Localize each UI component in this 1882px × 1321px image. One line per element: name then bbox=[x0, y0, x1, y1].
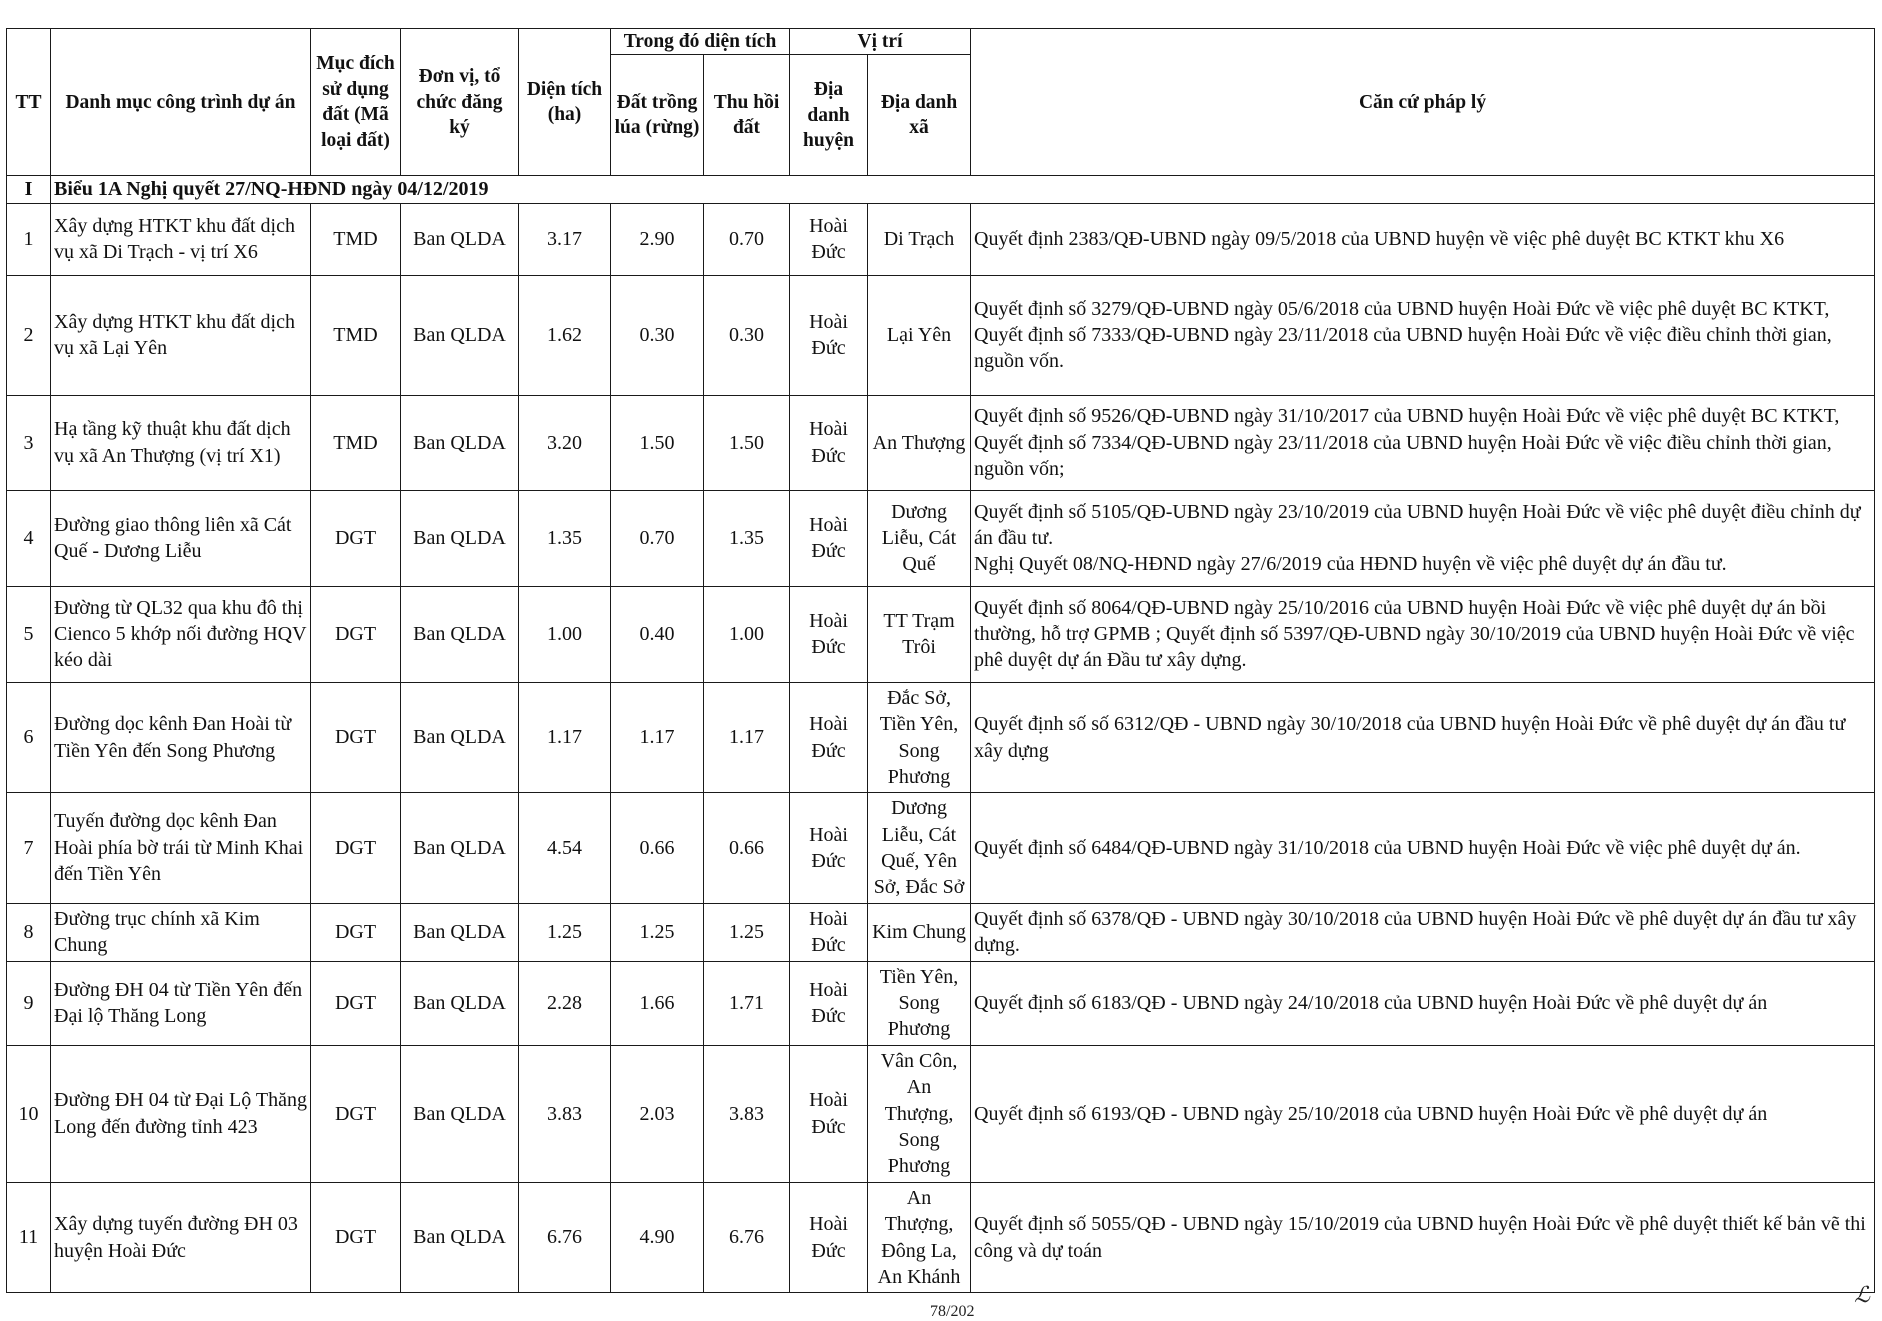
recovered-land-area: 1.50 bbox=[704, 395, 790, 490]
section-row bbox=[7, 176, 1875, 203]
area-ha: 1.25 bbox=[519, 903, 611, 961]
district-name: Hoài Đức bbox=[790, 1045, 868, 1182]
project-name: Đường ĐH 04 từ Tiền Yên đến Đại lộ Thăng Long bbox=[51, 961, 311, 1045]
table-row bbox=[7, 1182, 1875, 1293]
table-row bbox=[7, 586, 1875, 682]
header-purpose: Mục đích sử dụng đất (Mã loại đất) bbox=[311, 29, 401, 176]
area-ha: 6.76 bbox=[519, 1182, 611, 1293]
land-use-code: DGT bbox=[311, 903, 401, 961]
legal-basis: Quyết định số 5105/QĐ-UBND ngày 23/10/2019 của UBND huyện Hoài Đức về việc phê duyệt điều chỉnh dự án đầu tư. Nghị Quyết 08/NQ-HĐND ngày 27/6/2019 của HĐND huyện về việc phê duyệt dự án đầu tư. bbox=[971, 490, 1875, 586]
project-name: Đường trục chính xã Kim Chung bbox=[51, 903, 311, 961]
row-number: 7 bbox=[7, 793, 51, 904]
row-number: 8 bbox=[7, 903, 51, 961]
legal-basis: Quyết định số số 6312/QĐ - UBND ngày 30/10/2018 của UBND huyện Hoài Đức về phê duyệt dự án đầu tư xây dựng bbox=[971, 682, 1875, 793]
district-name: Hoài Đức bbox=[790, 903, 868, 961]
registering-unit: Ban QLDA bbox=[401, 395, 519, 490]
area-ha: 1.62 bbox=[519, 275, 611, 395]
recovered-land-area: 0.30 bbox=[704, 275, 790, 395]
registering-unit: Ban QLDA bbox=[401, 1045, 519, 1182]
table-row bbox=[7, 203, 1875, 275]
area-ha: 3.83 bbox=[519, 1045, 611, 1182]
registering-unit: Ban QLDA bbox=[401, 203, 519, 275]
registering-unit: Ban QLDA bbox=[401, 793, 519, 904]
commune-name: Vân Côn, An Thượng, Song Phương bbox=[868, 1045, 971, 1182]
section-number: I bbox=[7, 176, 51, 203]
district-name: Hoài Đức bbox=[790, 395, 868, 490]
land-use-code: DGT bbox=[311, 793, 401, 904]
section-title: Biểu 1A Nghị quyết 27/NQ-HĐND ngày 04/12/2019 bbox=[51, 176, 1875, 203]
registering-unit: Ban QLDA bbox=[401, 682, 519, 793]
table-body bbox=[7, 176, 1875, 1293]
land-use-code: DGT bbox=[311, 586, 401, 682]
row-number: 5 bbox=[7, 586, 51, 682]
header-unit: Đơn vị, tổ chức đăng ký bbox=[401, 29, 519, 176]
commune-name: Lại Yên bbox=[868, 275, 971, 395]
project-name: Xây dựng HTKT khu đất dịch vụ xã Lại Yên bbox=[51, 275, 311, 395]
registering-unit: Ban QLDA bbox=[401, 961, 519, 1045]
registering-unit: Ban QLDA bbox=[401, 275, 519, 395]
projects-table bbox=[6, 28, 1875, 1293]
table-row bbox=[7, 275, 1875, 395]
commune-name: Kim Chung bbox=[868, 903, 971, 961]
recovered-land-area: 3.83 bbox=[704, 1045, 790, 1182]
area-ha: 2.28 bbox=[519, 961, 611, 1045]
document-page bbox=[6, 28, 1874, 1293]
legal-basis: Quyết định số 9526/QĐ-UBND ngày 31/10/2017 của UBND huyện Hoài Đức về việc phê duyệt BC KTKT, Quyết định số 7334/QĐ-UBND ngày 23/11/2018 của UBND huyện Hoài Đức về việc điều chỉnh thời gian, nguồn vốn; bbox=[971, 395, 1875, 490]
land-use-code: DGT bbox=[311, 490, 401, 586]
row-number: 6 bbox=[7, 682, 51, 793]
header-row-top bbox=[7, 29, 1875, 55]
legal-basis: Quyết định số 6484/QĐ-UBND ngày 31/10/2018 của UBND huyện Hoài Đức về việc phê duyệt dự án. bbox=[971, 793, 1875, 904]
rice-land-area: 0.30 bbox=[611, 275, 704, 395]
commune-name: Di Trạch bbox=[868, 203, 971, 275]
district-name: Hoài Đức bbox=[790, 203, 868, 275]
land-use-code: DGT bbox=[311, 961, 401, 1045]
rice-land-area: 1.50 bbox=[611, 395, 704, 490]
rice-land-area: 0.40 bbox=[611, 586, 704, 682]
area-ha: 3.20 bbox=[519, 395, 611, 490]
project-name: Hạ tầng kỹ thuật khu đất dịch vụ xã An Thượng (vị trí X1) bbox=[51, 395, 311, 490]
recovered-land-area: 1.00 bbox=[704, 586, 790, 682]
land-use-code: TMD bbox=[311, 203, 401, 275]
header-district: Địa danh huyện bbox=[790, 55, 868, 176]
land-use-code: DGT bbox=[311, 682, 401, 793]
recovered-land-area: 1.25 bbox=[704, 903, 790, 961]
row-number: 9 bbox=[7, 961, 51, 1045]
table-row bbox=[7, 793, 1875, 904]
project-name: Đường từ QL32 qua khu đô thị Cienco 5 khớp nối đường HQV kéo dài bbox=[51, 586, 311, 682]
recovered-land-area: 1.71 bbox=[704, 961, 790, 1045]
district-name: Hoài Đức bbox=[790, 1182, 868, 1293]
area-ha: 1.35 bbox=[519, 490, 611, 586]
table-header bbox=[7, 29, 1875, 176]
row-number: 10 bbox=[7, 1045, 51, 1182]
recovered-land-area: 1.17 bbox=[704, 682, 790, 793]
district-name: Hoài Đức bbox=[790, 275, 868, 395]
area-ha: 3.17 bbox=[519, 203, 611, 275]
commune-name: Dương Liễu, Cát Quế bbox=[868, 490, 971, 586]
project-name: Đường ĐH 04 từ Đại Lộ Thăng Long đến đường tỉnh 423 bbox=[51, 1045, 311, 1182]
district-name: Hoài Đức bbox=[790, 586, 868, 682]
table-row bbox=[7, 395, 1875, 490]
area-ha: 1.00 bbox=[519, 586, 611, 682]
header-recover: Thu hồi đất bbox=[704, 55, 790, 176]
area-ha: 4.54 bbox=[519, 793, 611, 904]
rice-land-area: 1.17 bbox=[611, 682, 704, 793]
district-name: Hoài Đức bbox=[790, 961, 868, 1045]
recovered-land-area: 6.76 bbox=[704, 1182, 790, 1293]
header-project: Danh mục công trình dự án bbox=[51, 29, 311, 176]
commune-name: An Thượng, Đông La, An Khánh bbox=[868, 1182, 971, 1293]
area-ha: 1.17 bbox=[519, 682, 611, 793]
registering-unit: Ban QLDA bbox=[401, 903, 519, 961]
table-row bbox=[7, 903, 1875, 961]
commune-name: An Thượng bbox=[868, 395, 971, 490]
district-name: Hoài Đức bbox=[790, 490, 868, 586]
initials-mark: ℒ bbox=[1854, 1283, 1870, 1308]
rice-land-area: 4.90 bbox=[611, 1182, 704, 1293]
legal-basis: Quyết định số 3279/QĐ-UBND ngày 05/6/2018 của UBND huyện Hoài Đức về việc phê duyệt BC KTKT, Quyết định số 7333/QĐ-UBND ngày 23/11/2018 của UBND huyện Hoài Đức về việc điều chỉnh thời gian, nguồn vốn. bbox=[971, 275, 1875, 395]
table-row bbox=[7, 682, 1875, 793]
legal-basis: Quyết định số 6183/QĐ - UBND ngày 24/10/2018 của UBND huyện Hoài Đức về phê duyệt dự án bbox=[971, 961, 1875, 1045]
recovered-land-area: 0.70 bbox=[704, 203, 790, 275]
district-name: Hoài Đức bbox=[790, 682, 868, 793]
registering-unit: Ban QLDA bbox=[401, 1182, 519, 1293]
header-commune: Địa danh xã bbox=[868, 55, 971, 176]
header-area: Diện tích (ha) bbox=[519, 29, 611, 176]
table-row bbox=[7, 961, 1875, 1045]
row-number: 1 bbox=[7, 203, 51, 275]
rice-land-area: 1.25 bbox=[611, 903, 704, 961]
rice-land-area: 0.66 bbox=[611, 793, 704, 904]
commune-name: Đắc Sở, Tiền Yên, Song Phương bbox=[868, 682, 971, 793]
commune-name: TT Trạm Trôi bbox=[868, 586, 971, 682]
legal-basis: Quyết định số 5055/QĐ - UBND ngày 15/10/2019 của UBND huyện Hoài Đức về phê duyệt thiết kế bản vẽ thi công và dự toán bbox=[971, 1182, 1875, 1293]
recovered-land-area: 0.66 bbox=[704, 793, 790, 904]
commune-name: Dương Liễu, Cát Quế, Yên Sở, Đắc Sở bbox=[868, 793, 971, 904]
rice-land-area: 2.90 bbox=[611, 203, 704, 275]
commune-name: Tiền Yên, Song Phương bbox=[868, 961, 971, 1045]
project-name: Xây dựng HTKT khu đất dịch vụ xã Di Trạch - vị trí X6 bbox=[51, 203, 311, 275]
table-row bbox=[7, 490, 1875, 586]
project-name: Đường dọc kênh Đan Hoài từ Tiền Yên đến Song Phương bbox=[51, 682, 311, 793]
land-use-code: DGT bbox=[311, 1045, 401, 1182]
registering-unit: Ban QLDA bbox=[401, 586, 519, 682]
land-use-code: TMD bbox=[311, 395, 401, 490]
table-row bbox=[7, 1045, 1875, 1182]
land-use-code: DGT bbox=[311, 1182, 401, 1293]
land-use-code: TMD bbox=[311, 275, 401, 395]
header-rice: Đất trồng lúa (rừng) bbox=[611, 55, 704, 176]
rice-land-area: 0.70 bbox=[611, 490, 704, 586]
header-group-location: Vị trí bbox=[790, 29, 971, 55]
legal-basis: Quyết định số 8064/QĐ-UBND ngày 25/10/2016 của UBND huyện Hoài Đức về việc phê duyệt dự án bồi thường, hỗ trợ GPMB ; Quyết định số 5397/QĐ-UBND ngày 30/10/2019 của UBND huyện Hoài Đức về việc phê duyệt dự án Đầu tư xây dựng. bbox=[971, 586, 1875, 682]
project-name: Đường giao thông liên xã Cát Quế - Dương Liễu bbox=[51, 490, 311, 586]
project-name: Xây dựng tuyến đường ĐH 03 huyện Hoài Đức bbox=[51, 1182, 311, 1293]
row-number: 11 bbox=[7, 1182, 51, 1293]
legal-basis: Quyết định 2383/QĐ-UBND ngày 09/5/2018 của UBND huyện về việc phê duyệt BC KTKT khu X6 bbox=[971, 203, 1875, 275]
legal-basis: Quyết định số 6378/QĐ - UBND ngày 30/10/2018 của UBND huyện Hoài Đức về phê duyệt dự án đầu tư xây dựng. bbox=[971, 903, 1875, 961]
row-number: 2 bbox=[7, 275, 51, 395]
row-number: 4 bbox=[7, 490, 51, 586]
header-tt: TT bbox=[7, 29, 51, 176]
rice-land-area: 2.03 bbox=[611, 1045, 704, 1182]
rice-land-area: 1.66 bbox=[611, 961, 704, 1045]
row-number: 3 bbox=[7, 395, 51, 490]
page-number: 78/202 bbox=[930, 1303, 975, 1320]
project-name: Tuyến đường dọc kênh Đan Hoài phía bờ trái từ Minh Khai đến Tiền Yên bbox=[51, 793, 311, 904]
registering-unit: Ban QLDA bbox=[401, 490, 519, 586]
district-name: Hoài Đức bbox=[790, 793, 868, 904]
header-group-area: Trong đó diện tích bbox=[611, 29, 790, 55]
legal-basis: Quyết định số 6193/QĐ - UBND ngày 25/10/2018 của UBND huyện Hoài Đức về phê duyệt dự án bbox=[971, 1045, 1875, 1182]
header-legal: Căn cứ pháp lý bbox=[971, 29, 1875, 176]
recovered-land-area: 1.35 bbox=[704, 490, 790, 586]
